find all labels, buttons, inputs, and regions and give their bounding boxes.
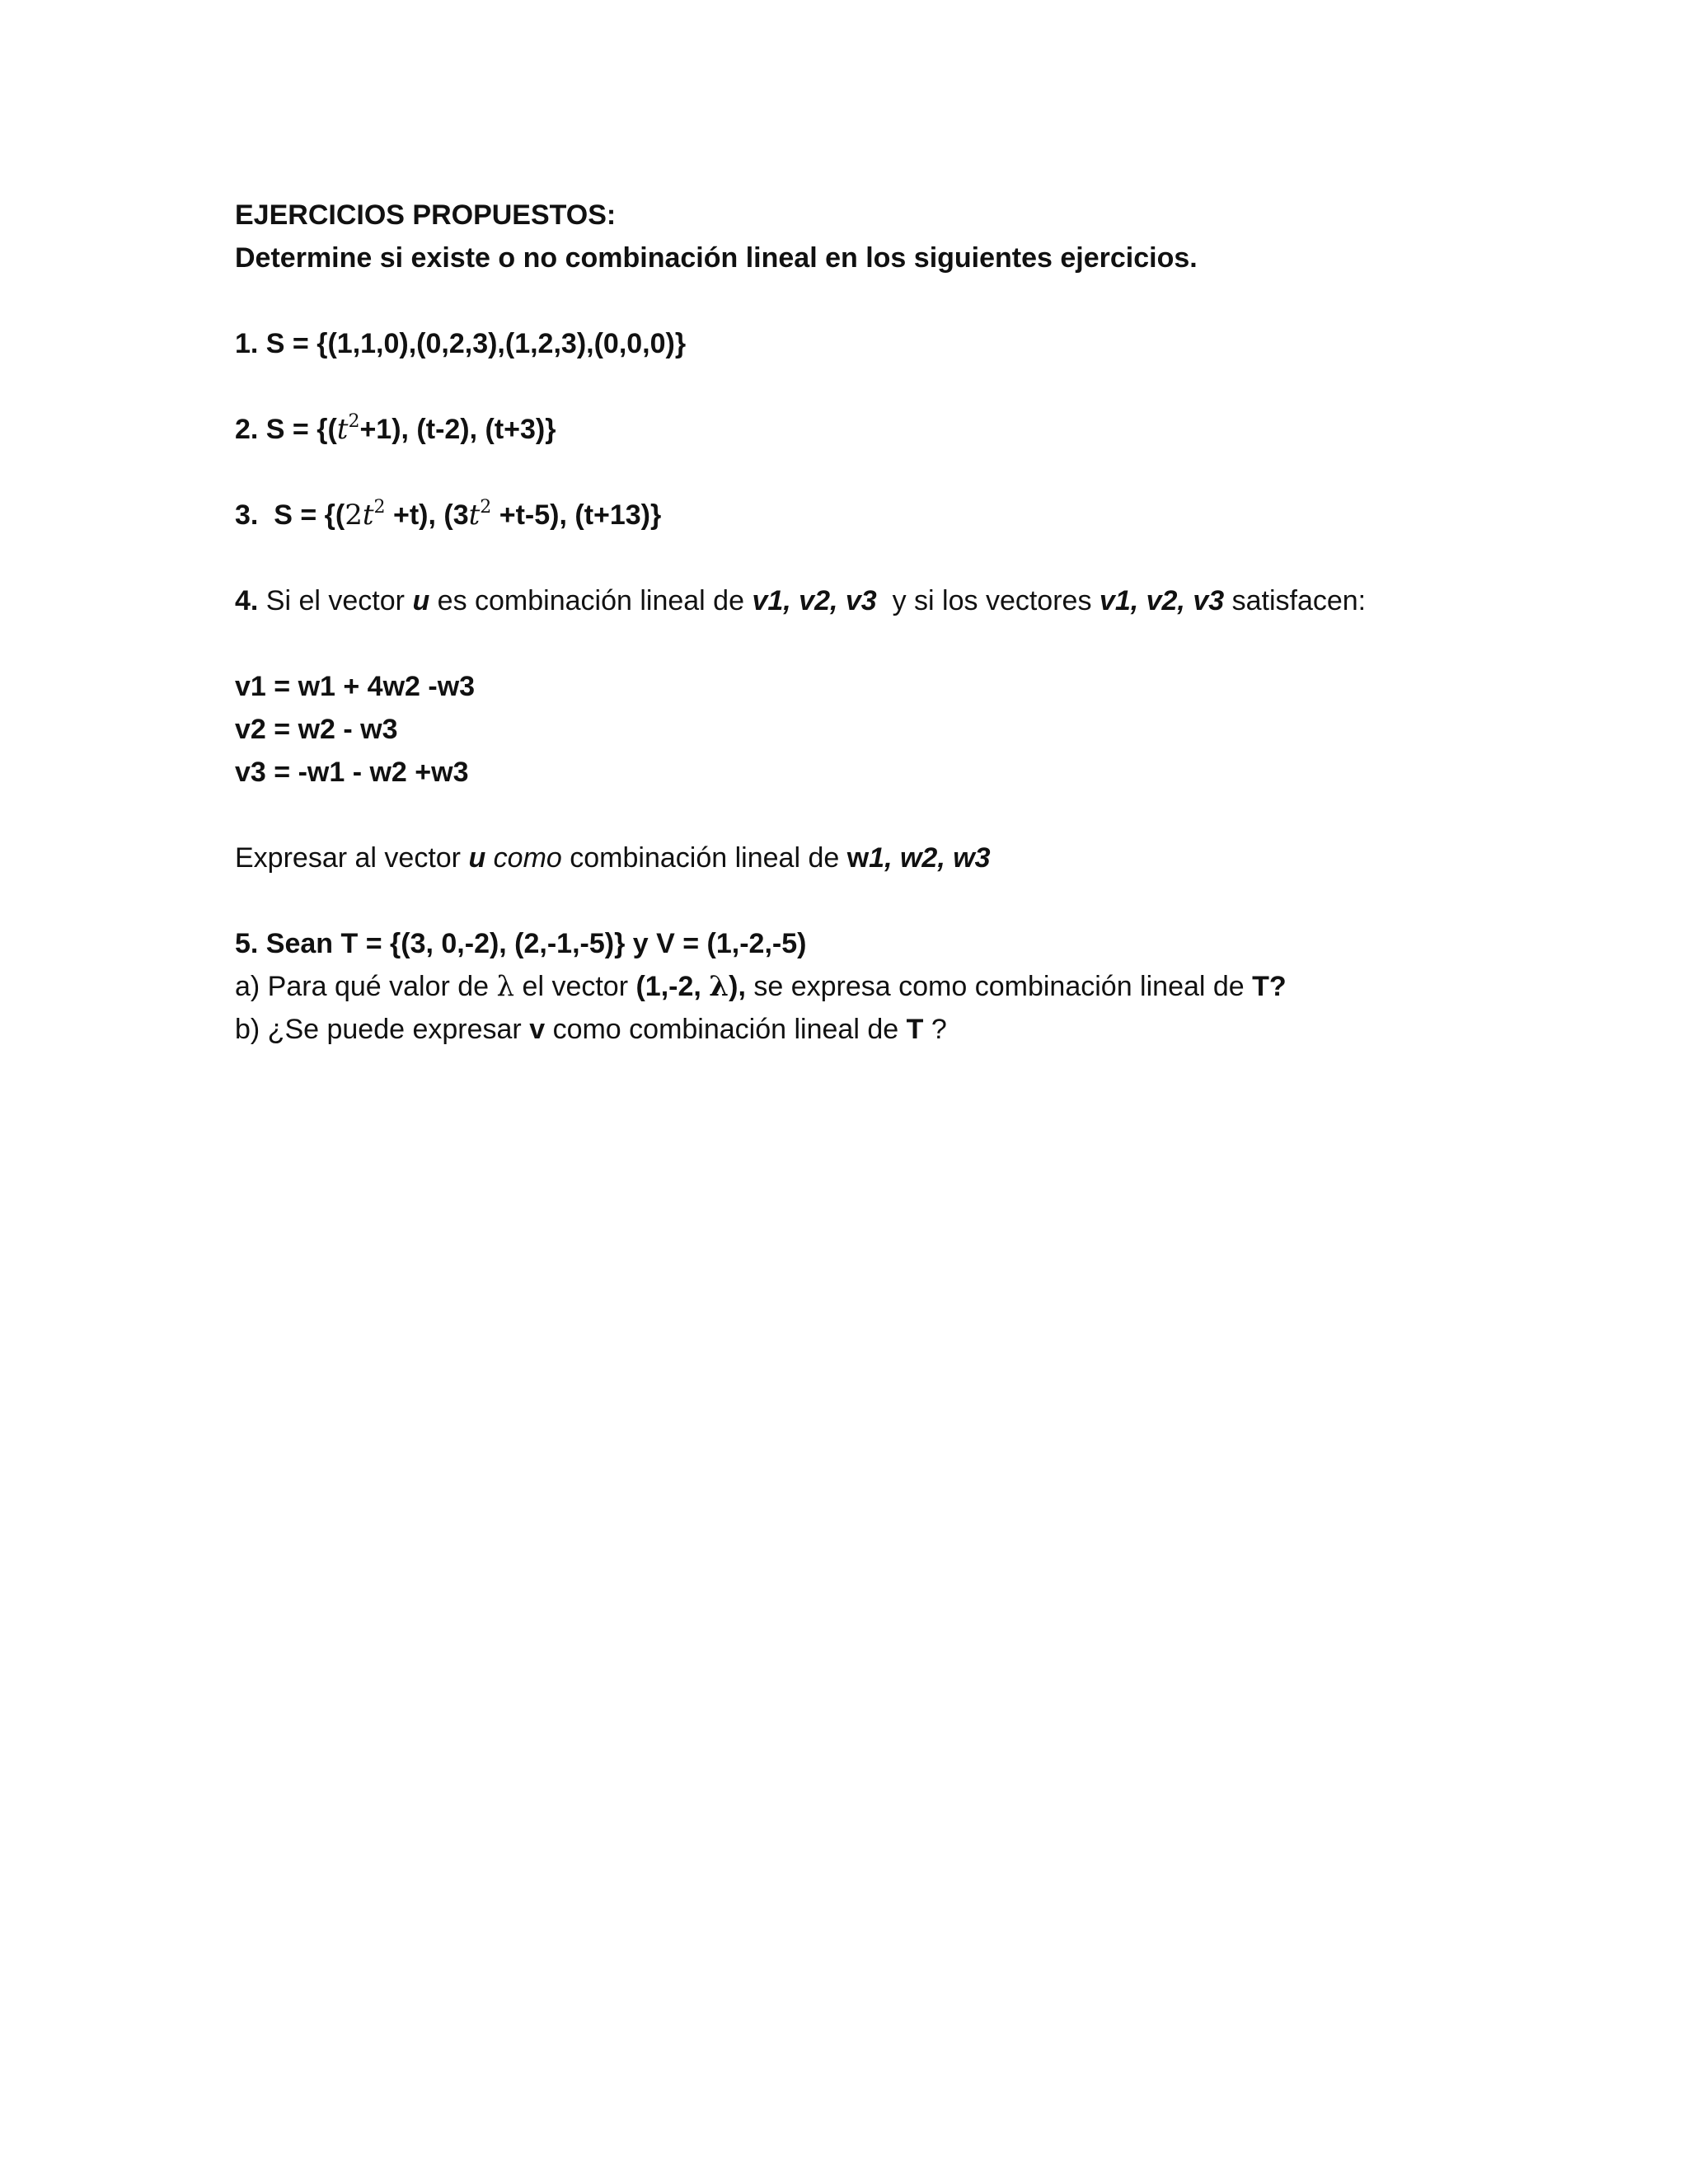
lambda-symbol: λ <box>496 970 515 1003</box>
exercise-4-task <box>235 837 1554 879</box>
spacer <box>235 794 1554 837</box>
task-u: u <box>468 842 486 874</box>
exercise-3-prefix: 3. S = {( <box>235 499 345 531</box>
part-b-T: T <box>906 1014 924 1045</box>
part-a-text-3: se expresa como combinación lineal de <box>745 971 1253 1002</box>
part-b-text-3: ? <box>923 1014 947 1045</box>
task-w: w <box>846 842 870 874</box>
instruction: Determine si existe o no combinación lineal en los siguientes ejercicios. <box>235 242 1198 274</box>
task-como: como <box>485 842 562 874</box>
equation-v1: v1 = w1 + 4w2 -w3 <box>235 671 476 702</box>
task-text-2: combinación lineal de <box>561 842 847 874</box>
task-w-list: 1, w2, w3 <box>869 842 991 874</box>
exercise-5-part-b <box>235 1008 1554 1051</box>
spacer <box>235 279 1554 322</box>
exercise-4-text-3: y si los vectores <box>876 585 1100 616</box>
exercise-3-variable-1: t <box>362 499 374 532</box>
exercise-4-statement <box>235 579 1554 622</box>
part-a-text-2: el vector <box>514 971 636 1002</box>
exercise-3-middle: +t), (3 <box>385 499 469 531</box>
exercise-4-text-2: es combinación lineal de <box>429 585 753 616</box>
exercise-2 <box>235 408 1554 451</box>
exercise-3-variable-2: t <box>468 499 481 532</box>
part-a-vector-end: ), <box>729 971 746 1002</box>
exercise-3-suffix: +t-5), (t+13)} <box>491 499 662 531</box>
spacer <box>235 365 1554 408</box>
exercise-3 <box>235 494 1554 537</box>
spacer <box>235 622 1554 665</box>
part-b-text-1: b) ¿Se puede expresar <box>235 1014 530 1045</box>
exercise-4-vectors-2: v1, v2, v3 <box>1099 585 1225 616</box>
part-a-vector-start: (1,-2, <box>635 971 710 1002</box>
equation-v3: v3 = -w1 - w2 +w3 <box>235 757 469 788</box>
exercise-4-text-1: Si el vector <box>258 585 413 616</box>
exercise-3-exponent-1: 2 <box>373 496 386 518</box>
spacer <box>235 537 1554 579</box>
part-b-text-2: como combinación lineal de <box>545 1014 907 1045</box>
heading: EJERCICIOS PROPUESTOS: <box>235 199 617 231</box>
part-b-v: v <box>529 1014 546 1045</box>
exercise-4-vectors-1: v1, v2, v3 <box>752 585 877 616</box>
exercise-2-exponent: 2 <box>348 410 360 432</box>
exercise-4-u: u <box>412 585 430 616</box>
exercise-2-suffix: +1), (t-2), (t+3)} <box>359 414 556 445</box>
exercise-2-prefix: 2. S = {( <box>235 414 337 445</box>
exercise-4-number: 4. <box>235 585 259 616</box>
part-a-vector-lambda: λ <box>709 970 729 1003</box>
exercise-4-text-4: satisfacen: <box>1224 585 1367 616</box>
document-page <box>235 194 1554 1051</box>
spacer <box>235 451 1554 494</box>
exercise-3-coefficient: 2 <box>345 499 363 532</box>
equation-v2: v2 = w2 - w3 <box>235 714 398 745</box>
exercise-5-part-a <box>235 965 1554 1008</box>
task-text-1: Expresar al vector <box>235 842 469 874</box>
exercise-2-variable: t <box>336 413 349 446</box>
spacer <box>235 879 1554 922</box>
exercise-3-exponent-2: 2 <box>480 496 492 518</box>
part-a-text-1: a) Para qué valor de <box>235 971 497 1002</box>
part-a-T: T? <box>1252 971 1287 1002</box>
exercise-1: 1. S = {(1,1,0),(0,2,3),(1,2,3),(0,0,0)} <box>235 328 687 359</box>
exercise-5-title: 5. Sean T = {(3, 0,-2), (2,-1,-5)} y V = (1,-2,-5) <box>235 928 807 959</box>
